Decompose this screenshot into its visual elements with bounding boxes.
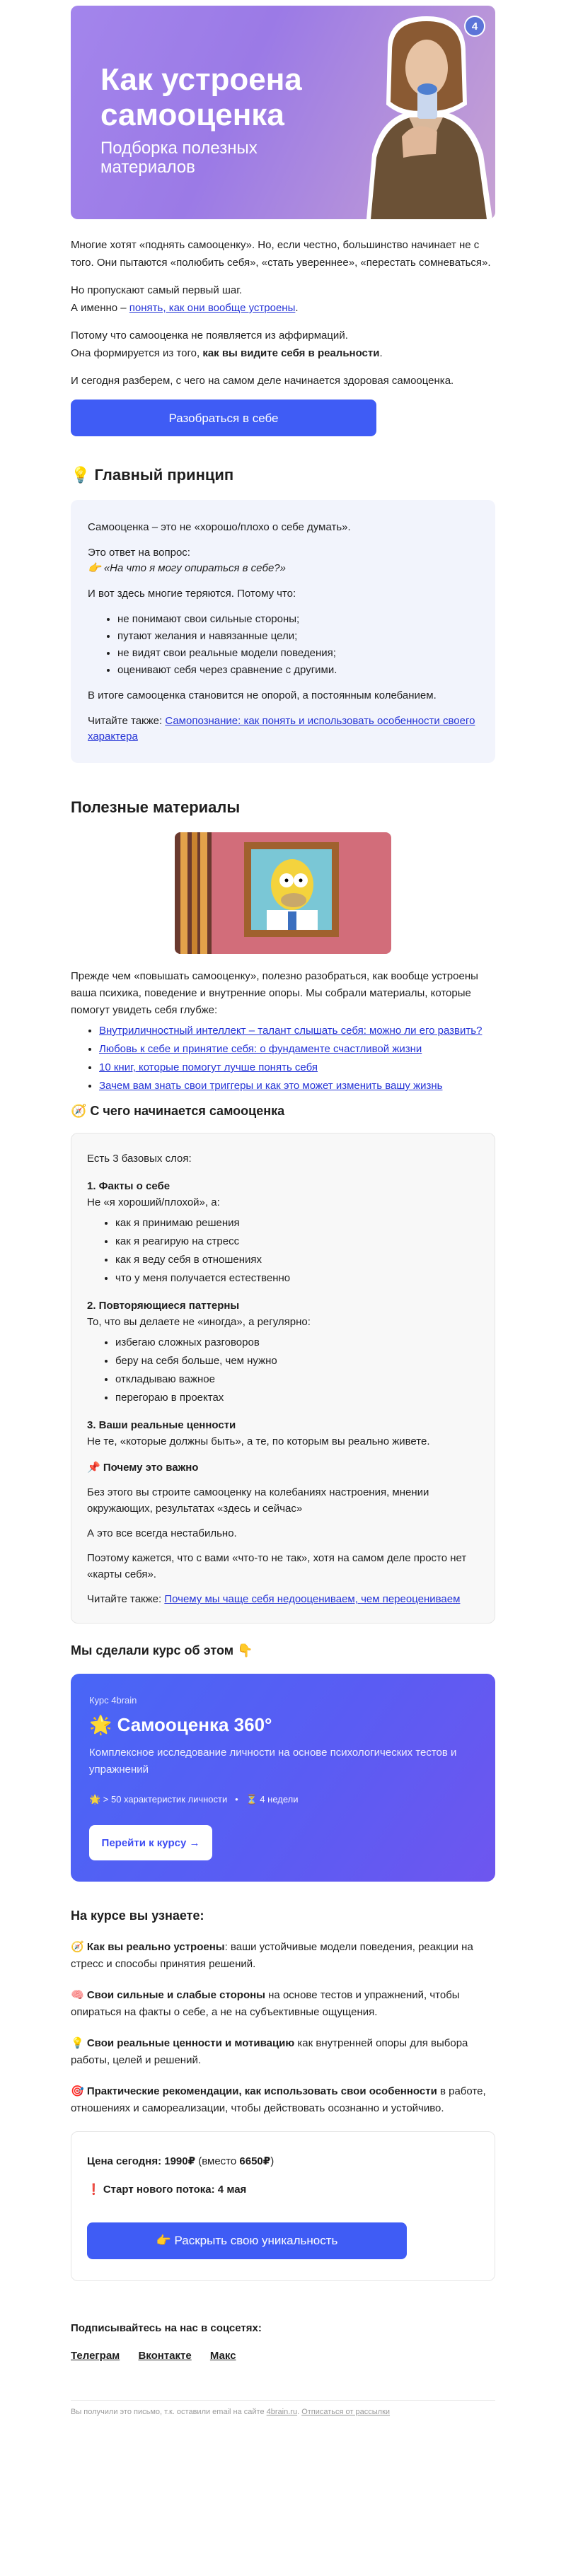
layer-1 — [87, 1178, 479, 1286]
principle-question — [88, 545, 478, 576]
list-item: • перегораю в проектах — [115, 1389, 479, 1406]
learn-item-text: как внутренней опоры для выбора работы, целей и решений. — [71, 2037, 468, 2066]
learn-item-bold: 🧠 Свои сильные и слабые стороны — [71, 1989, 265, 2001]
list-item — [99, 1060, 495, 1076]
understand-yourself-link[interactable]: понять, как они вообще устроены — [129, 302, 296, 314]
hero-banner — [71, 6, 495, 219]
course-duration: ⏳ 4 недели — [246, 1794, 299, 1805]
intro-section — [71, 219, 495, 436]
social-section — [71, 2322, 495, 2362]
material-link[interactable]: Любовь к себе и принятие себя: о фундаменте счастливой жизни — [99, 1043, 422, 1055]
learn-heading: На курсе вы узнаете: — [71, 1908, 204, 1923]
old-price-value: 6650₽ — [239, 2155, 271, 2167]
materials-list — [71, 1023, 495, 1094]
layer-title: 1. Факты о себе — [87, 1180, 171, 1192]
material-link[interactable]: 10 книг, которые помогут лучше понять себя — [99, 1061, 318, 1073]
layer-title: 2. Повторяющиеся паттерны — [87, 1300, 240, 1312]
read-also-label: Читайте также: — [87, 1593, 165, 1605]
figure-out-button[interactable]: Разобраться в себе — [71, 400, 376, 436]
layer-text: Не «я хороший/плохой», а: — [87, 1196, 220, 1208]
why-text: А это все всегда нестабильно. — [87, 1527, 237, 1539]
course-meta — [89, 1794, 477, 1805]
hero-title-line: самооценка — [100, 98, 284, 132]
intro-text: Она формируется из того, — [71, 347, 203, 359]
principle-list — [88, 612, 478, 678]
learn-list — [71, 1939, 495, 2117]
layer-title: 3. Ваши реальные ценности — [87, 1419, 236, 1431]
old-price-suffix: ) — [270, 2155, 275, 2167]
social-links — [71, 2350, 495, 2362]
layer-3 — [87, 1417, 479, 1450]
course-title: 🌟 Самооценка 360° — [89, 1714, 272, 1735]
hero-subtitle — [100, 139, 258, 177]
material-link[interactable]: Зачем вам знать свои триггеры и как это может изменить вашу жизнь — [99, 1080, 443, 1092]
course-characteristics: 🌟 > 50 характеристик личности — [89, 1794, 228, 1805]
read-also-label: Читайте также: — [88, 715, 166, 727]
list-item: • путают желания и навязанные цели; — [117, 629, 478, 644]
footer-divider — [71, 2400, 495, 2401]
learn-item — [71, 2035, 495, 2069]
intro-text: . — [295, 302, 299, 314]
list-item — [99, 1042, 495, 1057]
list-item: • откладываю важное — [115, 1371, 479, 1387]
intro-paragraph — [71, 327, 495, 362]
why-title: 📌 Почему это важно — [87, 1462, 199, 1474]
why-text: Поэтому кажется, что с вами «что-то не так», хотя на самом деле просто нет «карты себя». — [87, 1552, 467, 1580]
learn-item — [71, 1939, 495, 1973]
learn-item — [71, 2083, 495, 2117]
max-link[interactable]: Макс — [209, 2350, 236, 2362]
price-label: Цена сегодня: — [87, 2155, 165, 2167]
homer-portrait-illustration — [175, 832, 391, 954]
intro-text: Потому что самооценка не появляется из аффирмаций. — [71, 330, 348, 342]
read-also-link[interactable]: Самопознание: как понять и использовать особенности своего характера — [88, 715, 475, 742]
intro-paragraph — [71, 281, 495, 317]
materials-heading: Полезные материалы — [71, 798, 241, 816]
unsubscribe-link[interactable]: Отписаться от рассылки — [301, 2408, 391, 2416]
read-also — [87, 1591, 479, 1607]
list-item: • беру на себя больше, чем нужно — [115, 1353, 479, 1369]
layer-text: То, что вы делаете не «иногда», а регулярно: — [87, 1316, 311, 1328]
list-item: • не понимают свои сильные стороны; — [117, 612, 478, 627]
principle-question-text: 👉 «На что я могу опираться в себе?» — [88, 562, 286, 574]
principle-text: И вот здесь многие теряются. Потому что: — [88, 588, 296, 600]
hero-title — [100, 62, 302, 133]
why-text: Без этого вы строите самооценку на колебаниях настроения, мнении окружающих, результатах «здесь и сейчас» — [87, 1486, 429, 1515]
hero-title-line: Как устроена — [100, 62, 302, 97]
read-also — [88, 713, 478, 745]
principle-heading: 💡 Главный принцип — [71, 466, 234, 484]
learn-item-text: на основе тестов и упражнений, чтобы опираться на факты о себе, а не на субъективные ощущения. — [71, 1989, 460, 2018]
learn-item-bold: 💡 Свои реальные ценности и мотивацию — [71, 2037, 295, 2049]
price-line — [87, 2155, 479, 2167]
hero-subtitle-line: материалов — [100, 158, 195, 177]
list-item: • оценивают себя через сравнение с другими. — [117, 663, 478, 678]
woman-photo — [359, 13, 492, 219]
site-link[interactable]: 4brain.ru — [266, 2408, 298, 2416]
read-also-link[interactable]: Почему мы чаще себя недооцениваем, чем переоцениваем — [164, 1593, 461, 1605]
list-item: • что у меня получается естественно — [115, 1270, 479, 1286]
learn-item-text: : ваши устойчивые модели поведения, реакции на стресс и способы принятия решений. — [71, 1941, 473, 1970]
intro-paragraph: Многие хотят «поднять самооценку». Но, если честно, большинство начинает не с того. Они пытаются «полюбить себя», «стать увереннее», «перестать сомневаться». — [71, 239, 491, 269]
old-price-prefix: (вместо — [195, 2155, 240, 2167]
footer-text: . — [297, 2408, 302, 2416]
intro-bold-text: как вы видите себя в реальности — [202, 347, 380, 359]
principle-card — [71, 500, 495, 763]
list-item: • как я веду себя в отношениях — [115, 1252, 479, 1268]
layer-2 — [87, 1298, 479, 1406]
telegram-link[interactable]: Телеграм — [71, 2350, 120, 2362]
course-label: Курс 4brain — [89, 1695, 137, 1706]
email-page — [71, 0, 495, 2437]
intro-paragraph: И сегодня разберем, с чего на самом деле начинается здоровая самооценка. — [71, 375, 454, 387]
list-item: • не видят свои реальные модели поведения; — [117, 646, 478, 661]
footer-text: Вы получили это письмо, т.к. оставили email на сайте — [71, 2408, 267, 2416]
list-item — [99, 1078, 495, 1094]
social-heading: Подписывайтесь на нас в соцсетях: — [71, 2322, 262, 2334]
layer-list — [87, 1215, 479, 1286]
start-date — [87, 2183, 479, 2196]
course-description: Комплексное исследование личности на основе психологических тестов и упражнений — [89, 1747, 457, 1776]
intro-text: А именно – — [71, 302, 129, 314]
learn-item — [71, 1987, 495, 2021]
offer-card — [71, 2131, 495, 2281]
principle-text: Это ответ на вопрос: — [88, 547, 190, 559]
intro-text: Но пропускают самый первый шаг. — [71, 284, 243, 296]
learn-item-text: в работе, отношениях и самореализации, чтобы действовать осознанно и устойчиво. — [71, 2085, 486, 2114]
layers-intro: Есть 3 базовых слоя: — [87, 1153, 192, 1165]
course-card — [71, 1674, 495, 1882]
brand-logo-badge: 4 — [464, 16, 485, 37]
start-heading: 🧭 С чего начинается самооценка — [71, 1104, 285, 1118]
materials-text: Прежде чем «повышать самооценку», полезно разобраться, как вообще устроены ваша психика, поведение и внутренние опоры. Мы собрали материалы, которые помогут увидеть себя глубже: — [71, 970, 478, 1016]
reveal-uniqueness-button[interactable]: 👉 Раскрыть свою уникальность — [87, 2222, 407, 2259]
meta-separator: • — [235, 1794, 238, 1805]
list-item: • как я принимаю решения — [115, 1215, 479, 1231]
why-heading — [87, 1459, 479, 1476]
principle-text: Самооценка – это не «хорошо/плохо о себе думать». — [88, 521, 351, 533]
material-link[interactable]: Внутриличностный интеллект – талант слышать себя: можно ли его развить? — [99, 1025, 483, 1037]
start-date-text: ❗ Старт нового потока: 4 мая — [87, 2184, 247, 2196]
list-item — [99, 1023, 495, 1039]
go-to-course-button[interactable]: Перейти к курсу → — [89, 1825, 212, 1860]
hero-subtitle-line: Подборка полезных — [100, 139, 258, 158]
course-heading: Мы сделали курс об этом 👇 — [71, 1643, 253, 1657]
footer — [71, 2408, 495, 2416]
vkontakte-link[interactable]: Вконтакте — [138, 2350, 192, 2362]
layer-text: Не те, «которые должны быть», а те, по которым вы реально живете. — [87, 1435, 430, 1447]
layer-list — [87, 1334, 479, 1406]
learn-item-bold: 🎯 Практические рекомендации, как использовать свои особенности — [71, 2085, 437, 2097]
list-item: • избегаю сложных разговоров — [115, 1334, 479, 1351]
list-item: • как я реагирую на стресс — [115, 1233, 479, 1249]
learn-item-bold: 🧭 Как вы реально устроены — [71, 1941, 225, 1953]
layers-card — [71, 1133, 495, 1624]
price-value: 1990₽ — [164, 2155, 196, 2167]
principle-text: В итоге самооценка становится не опорой, а постоянным колебанием. — [88, 689, 437, 701]
intro-text: . — [379, 347, 383, 359]
